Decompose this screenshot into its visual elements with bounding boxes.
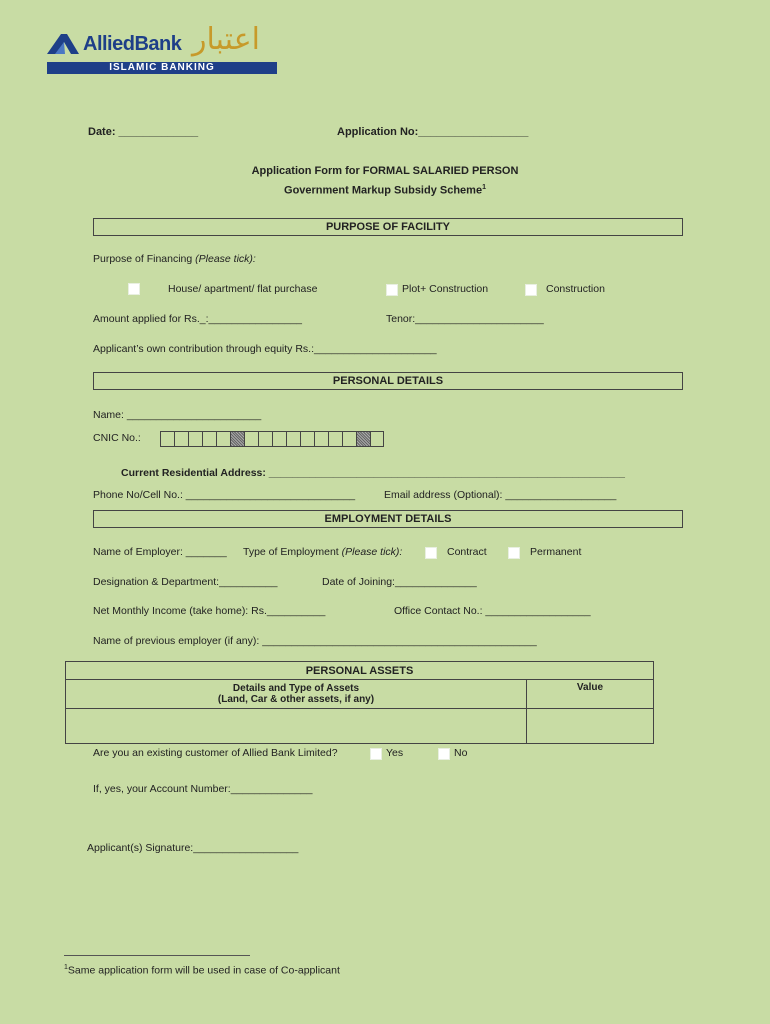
division-bar: ISLAMIC BANKING [47,62,277,74]
account-number-field: If, yes, your Account Number:______________ [93,783,313,795]
assets-details-cell[interactable] [66,709,527,744]
previous-employer-field: Name of previous employer (if any): _______________________________________________ [93,635,537,647]
footnote-text: Same application form will be used in case of Co-applicant [67,964,340,977]
form-subtitle: Government Markup Subsidy Scheme [284,184,483,197]
assets-table [65,661,654,744]
contract-checkbox[interactable] [425,547,437,559]
arabic-mark: اعتبار [192,22,260,57]
phone-field: Phone No/Cell No.: _____________________________ [93,489,356,501]
yes-option: Yes [386,747,404,759]
plot-construction-option: Plot+ Construction [402,283,489,295]
yes-checkbox[interactable] [370,748,382,760]
office-contact-field: Office Contact No.: __________________ [394,605,591,617]
joining-field: Date of Joining:______________ [322,576,477,588]
plot-construction-checkbox[interactable] [386,284,398,296]
no-option: No [454,747,468,759]
assets-details-line2: (Land, Car & other assets, if any) [217,694,375,705]
existing-customer-question: Are you an existing customer of Allied Bank Limited? [93,747,338,759]
footnote-mark: 1 [64,964,68,971]
cnic-boxes[interactable] [160,431,384,447]
assets-value-header: Value [527,680,654,709]
house-checkbox[interactable] [128,283,140,295]
construction-option: Construction [546,283,605,295]
form-subtitle-wrap [0,184,770,197]
address-field: Current Residential Address: _____________________________________________________________ [121,467,626,479]
purpose-heading: PURPOSE OF FACILITY [93,218,683,236]
purpose-label-italic: (Please tick): [195,253,256,265]
assets-heading: PERSONAL ASSETS [66,662,654,680]
tenor-field: Tenor:______________________ [386,313,544,325]
employer-field: Name of Employer: _______ [93,546,227,558]
purpose-label-text: Purpose of Financing [93,253,196,265]
signature-field: Applicant(s) Signature:__________________ [87,842,299,854]
purpose-label [93,253,256,265]
permanent-checkbox[interactable] [508,547,520,559]
bank-name: AlliedBank [83,33,182,55]
name-field: Name: _______________________ [93,409,262,421]
employment-type-italic: (Please tick): [341,546,403,558]
assets-value-cell[interactable] [527,709,654,744]
bank-logo-icon [45,32,79,56]
application-no-field: Application No:__________________ [337,126,529,138]
bank-logo [45,22,280,76]
personal-heading: PERSONAL DETAILS [93,372,683,390]
contract-option: Contract [447,546,487,558]
no-checkbox[interactable] [438,748,450,760]
amount-field: Amount applied for Rs._:________________ [93,313,302,325]
assets-details-header [66,680,527,709]
employment-type-text: Type of Employment [243,546,342,558]
employment-heading: EMPLOYMENT DETAILS [93,510,683,528]
cnic-label: CNIC No.: [93,432,141,444]
income-field: Net Monthly Income (take home): Rs.__________ [93,605,326,617]
footnote-ref: 1 [482,184,486,191]
assets-details-line1: Details and Type of Assets [232,683,360,694]
email-field: Email address (Optional): ___________________ [384,489,617,501]
house-option: House/ apartment/ flat purchase [168,283,318,295]
permanent-option: Permanent [530,546,582,558]
form-title: Application Form for FORMAL SALARIED PERSON [251,165,519,177]
footnote [64,964,340,977]
date-field: Date: _____________ [88,126,199,138]
construction-checkbox[interactable] [525,284,537,296]
equity-field: Applicant’s own contribution through equity Rs.:_____________________ [93,343,437,355]
footnote-rule [64,955,250,956]
designation-field: Designation & Department:__________ [93,576,278,588]
employment-type-label [243,546,402,558]
